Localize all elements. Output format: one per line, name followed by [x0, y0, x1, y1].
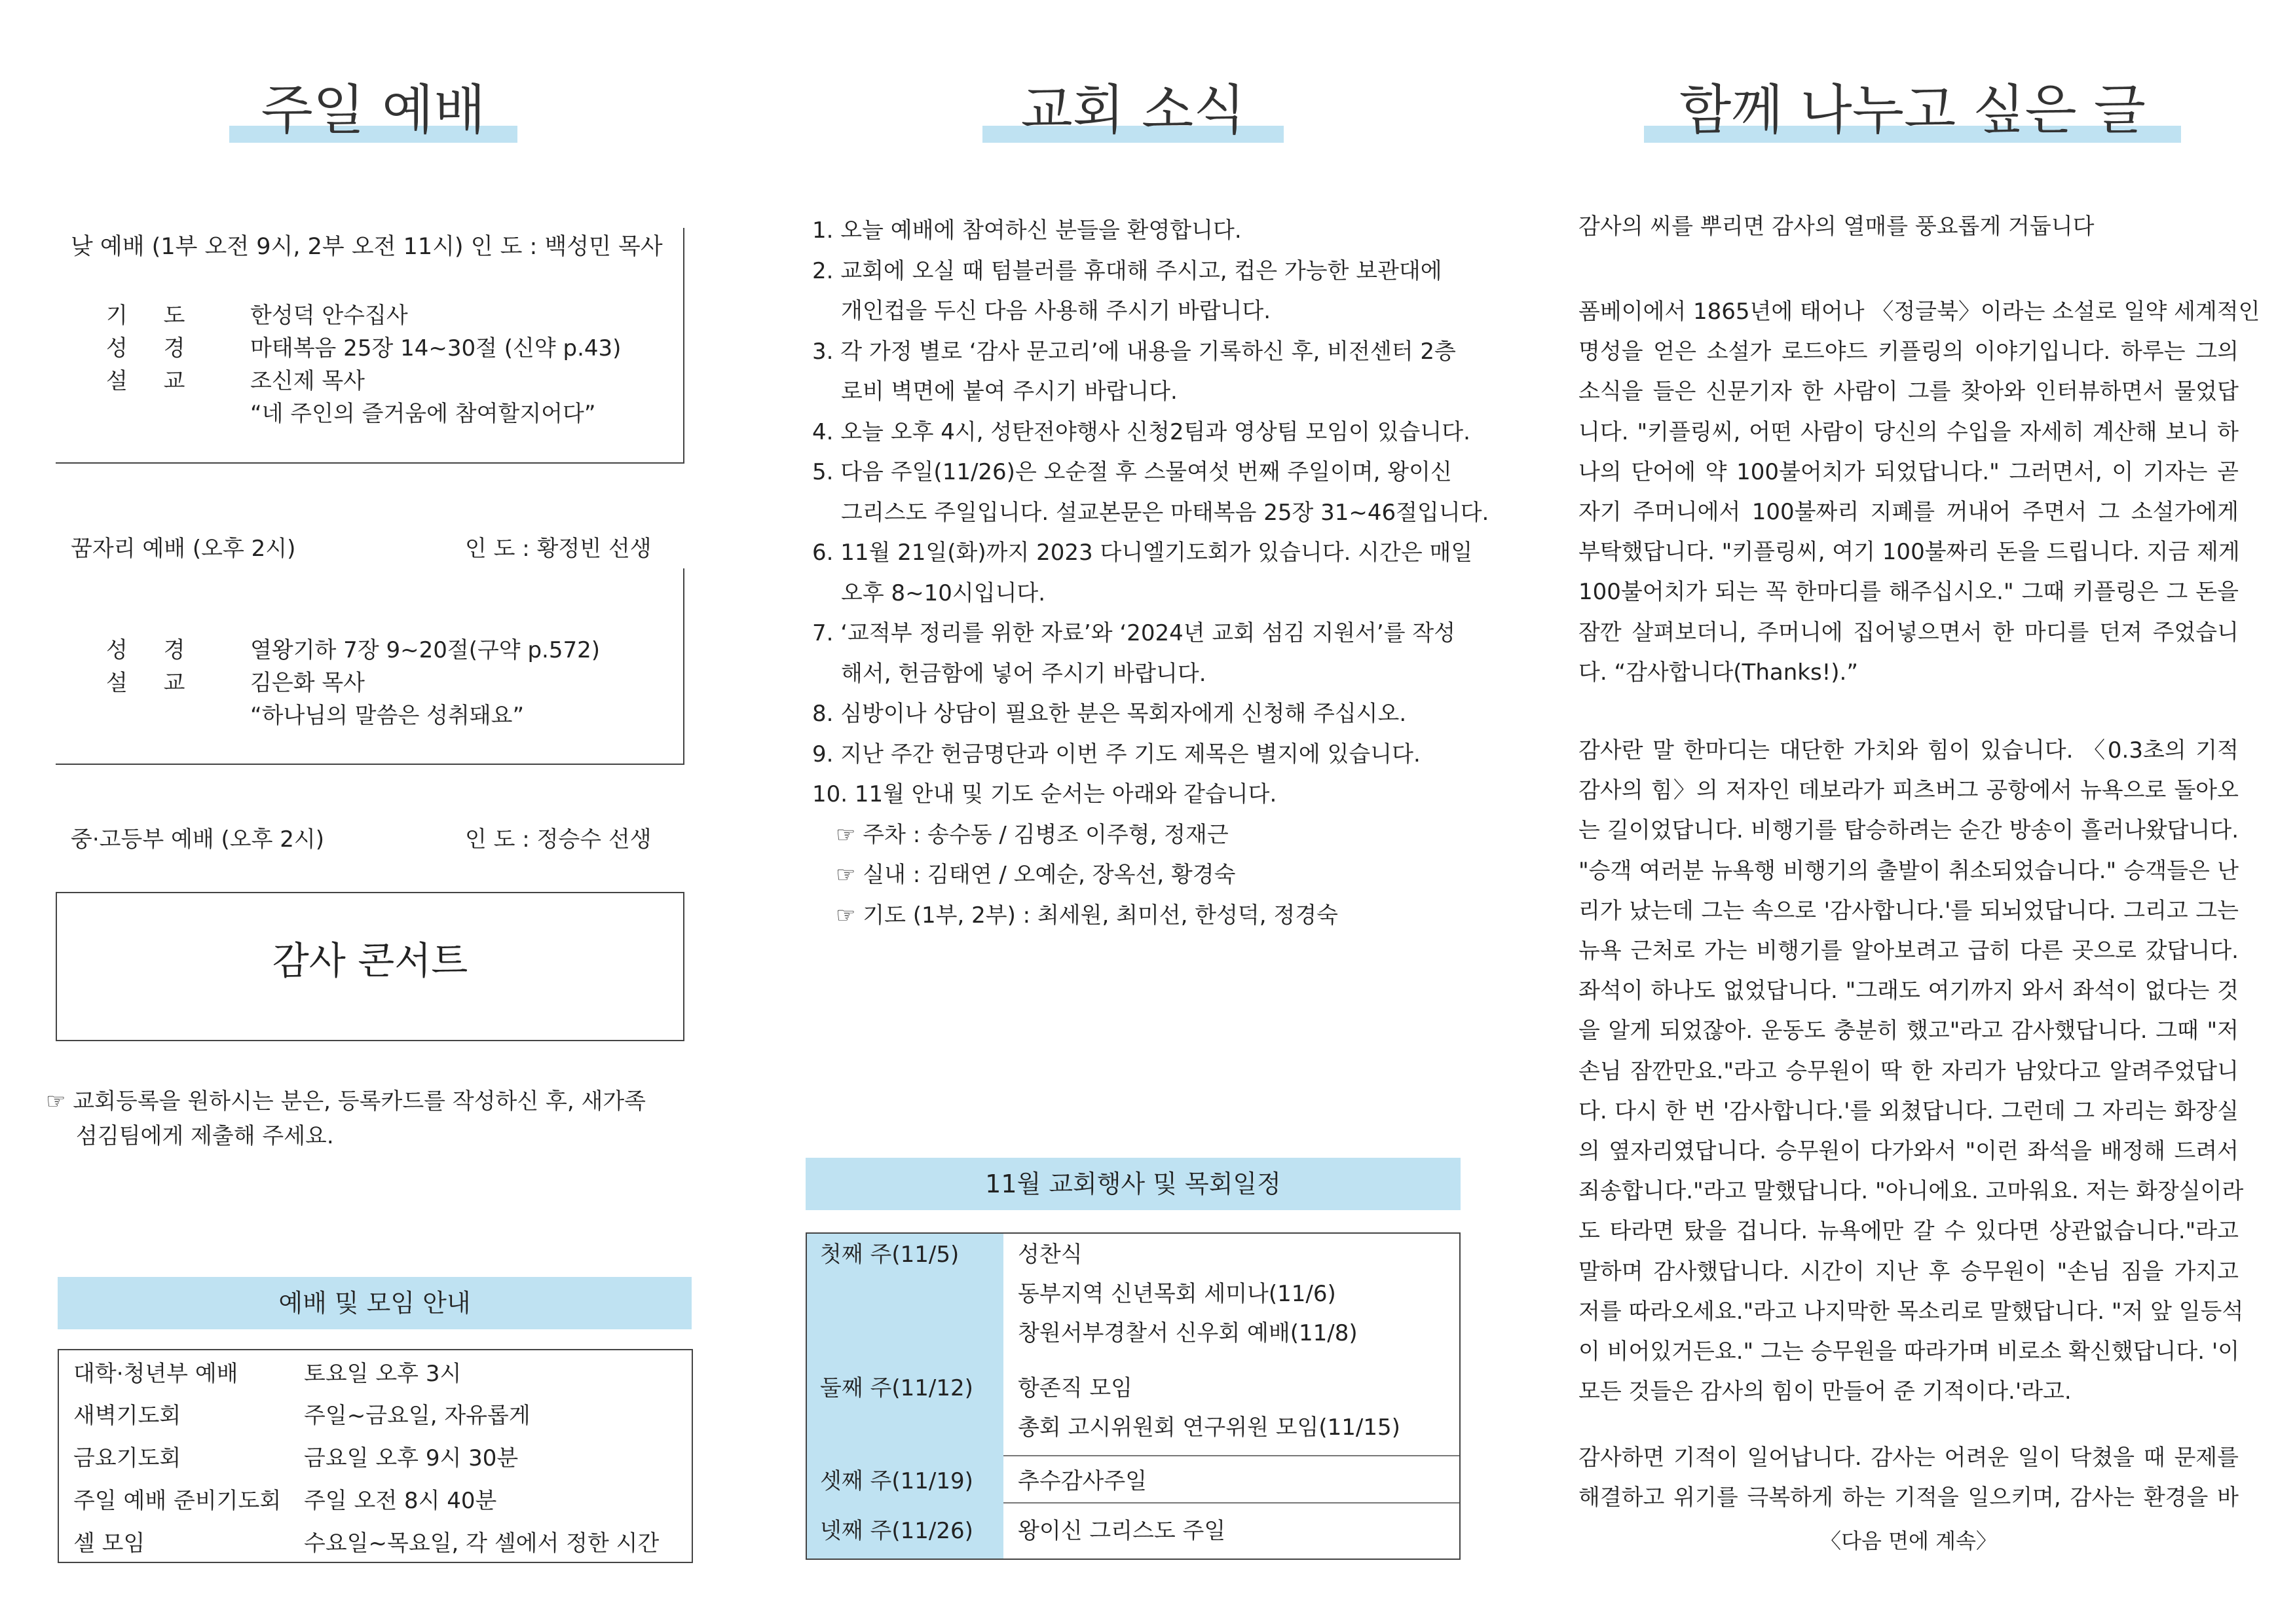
dream-service-header: 꿈자리 예배 (오후 2시)	[71, 536, 296, 562]
meetings-table	[58, 1349, 693, 1563]
table-row: 새벽기도회 주일~금요일, 자유롭게	[73, 1403, 531, 1429]
registration-note: ☞ 교회등록을 원하시는 분은, 등록카드를 작성하신 후, 새가족	[46, 1088, 646, 1115]
divider	[1003, 1455, 1459, 1456]
section-title-worship: 주일 예배	[229, 84, 517, 138]
list-item: 1. 오늘 예배에 참여하신 분들을 환영합니다.	[812, 217, 1242, 244]
dream-sermon-title: “하나님의 말씀은 성취돼요”	[250, 703, 525, 729]
youth-service-header: 중·고등부 예배 (오후 2시)	[71, 826, 324, 853]
list-item: 7. ‘교적부 정리를 위한 자료’와 ‘2024년 교회 섬김 지원서’를 작성	[812, 620, 1456, 646]
right-column	[1572, 0, 2260, 1624]
schedule-title: 11월 교회행사 및 목회일정	[806, 1158, 1461, 1210]
list-item: 개인컵을 두신 다음 사용해 주시기 바랍니다.	[841, 298, 1271, 324]
dream-service-row: 성 경 열왕기하 7장 9~20절(구약 p.572)	[106, 637, 601, 663]
list-item: 그리스도 주일입니다. 설교본문은 마태복음 25장 31~46절입니다.	[841, 499, 1489, 526]
dream-service-row: 설 교 김은화 목사	[106, 670, 365, 696]
registration-note: 섬김팀에게 제출해 주세요.	[76, 1123, 334, 1149]
list-item: 4. 오늘 오후 4시, 성탄전야행사 신청2팀과 영상팀 모임이 있습니다.	[812, 418, 1470, 445]
day-service-row: 성 경 마태복음 25장 14~30절 (신약 p.43)	[106, 335, 622, 361]
duty-item: ☞ 주차 : 송수동 / 김병조 이주형, 정재근	[836, 821, 1229, 848]
divider	[1003, 1502, 1459, 1504]
essay-paragraph: 감사란 말 한마디는 대단한 가치와 힘이 있습니다. 〈0.3초의 기적 감사의 힘〉의 저자인 데보라가 피츠버그 공항에서 뉴욕으로 돌아오 는 길이었답니다. 비행기를 탑승하려는 순간 방송이 흘러나왔답니다. "승객 여러분 뉴욕행 비행기의 출발이 취소되었습니다." 승객들은 난 리가 났는데 그는 속으로 '감사합니다.'를 되뇌었답니다. 그리고 그는 뉴욕 근처로 가는 비행기를 알아보려고 급히 다른 곳으로 갔답니다. 좌석이 하나도 없었답니다. "그래도 여기까지 와서 좌석이 없다는 것 을 알게 되었잖아. 운동도 충분히 했고"라고 감사했답니다. 그때 "저 손님 잠깐만요."라고 승무원이 딱 한 자리가 남았다고 알려주었답니 다. 다시 한 번 '감사합니다.'를 외쳤답니다. 그런데 그 자리는 화장실 의 옆자리였답니다. 승무원이 다가와서 "이런 좌석을 배정해 드려서 죄송합니다."라고 말했답니다. "아니에요. 고마워요. 저는 화장실이라 도 타라면 탔을 겁니다. 뉴욕에만 갈 수 있다면 상관없습니다."라고 말하며 감사했답니다. 시간이 지난 후 승무원이 "손님 짐을 가지고 저를 따라오세요."라고 나지막한 목소리로 말했답니다. "저 앞 일등석 이 비어있거든요." 그는 승무원을 따라가며 비로소 확신했답니다. '이 모든 것들은 감사의 힘이 만들어 준 기적이다.'라고.	[1578, 737, 2244, 1405]
table-row: 대학·청년부 예배 토요일 오후 3시	[73, 1360, 462, 1387]
list-item: 오후 8~10시입니다.	[841, 580, 1046, 606]
list-item: 3. 각 가정 별로 ‘감사 문고리’에 내용을 기록하신 후, 비전센터 2층	[812, 338, 1456, 365]
list-item: 10. 11월 안내 및 기도 순서는 아래와 같습니다.	[812, 781, 1277, 807]
day-service-header: 낮 예배 (1부 오전 9시, 2부 오전 11시) 인 도 : 백성민 목사	[71, 234, 663, 260]
list-item: 해서, 헌금함에 넣어 주시기 바랍니다.	[841, 660, 1206, 687]
youth-service-leader: 인 도 : 정승수 선생	[465, 826, 652, 853]
table-row: 셋째 주(11/19) 추수감사주일	[820, 1468, 1148, 1494]
table-row: 첫째 주(11/5) 성찬식 동부지역 신년목회 세미나(11/6) 창원서부경찰서 신우회 예배(11/8)	[820, 1242, 1358, 1346]
duty-item: ☞ 기도 (1부, 2부) : 최세원, 최미선, 한성덕, 정경숙	[836, 902, 1338, 929]
list-item: 9. 지난 주간 헌금명단과 이번 주 기도 제목은 별지에 있습니다.	[812, 741, 1421, 767]
left-column	[46, 0, 701, 1624]
concert-title: 감사 콘서트	[272, 938, 468, 983]
continued-note: 〈다음 면에 계속〉	[1820, 1528, 1997, 1553]
essay-subtitle: 감사의 씨를 뿌리면 감사의 열매를 풍요롭게 거둡니다	[1578, 213, 2095, 240]
day-sermon-title: “네 주인의 즐거움에 참여할지어다”	[250, 401, 596, 427]
schedule-table	[806, 1232, 1461, 1560]
list-item: 2. 교회에 오실 때 텀블러를 휴대해 주시고, 컵은 가능한 보관대에	[812, 257, 1442, 284]
section-title-sharing: 함께 나누고 싶은 글	[1644, 84, 2181, 138]
day-service-row: 설 교 조신제 목사	[106, 368, 365, 394]
table-row: 넷째 주(11/26) 왕이신 그리스도 주일	[820, 1518, 1226, 1544]
meetings-title: 예배 및 모임 안내	[58, 1277, 692, 1329]
list-item: 8. 심방이나 상담이 필요한 분은 목회자에게 신청해 주십시오.	[812, 701, 1407, 727]
table-row: 금요기도회 금요일 오후 9시 30분	[73, 1445, 519, 1471]
news-list	[812, 211, 1487, 936]
day-service-row: 기 도 한성덕 안수집사	[106, 303, 408, 329]
list-item: 로비 벽면에 붙여 주시기 바랍니다.	[841, 378, 1178, 405]
list-item: 5. 다음 주일(11/26)은 오순절 후 스물여섯 번째 주일이며, 왕이신	[812, 459, 1452, 485]
table-row: 주일 예배 준비기도회 주일 오전 8시 40분	[73, 1488, 497, 1514]
dream-service-leader: 인 도 : 황정빈 선생	[465, 536, 652, 562]
section-title-news: 교회 소식	[982, 84, 1284, 138]
list-item: 6. 11월 21일(화)까지 2023 다니엘기도회가 있습니다. 시간은 매일	[812, 540, 1473, 566]
table-row: 셀 모임 수요일~목요일, 각 셀에서 정한 시간	[73, 1530, 660, 1557]
middle-column	[806, 0, 1487, 1624]
table-row: 둘째 주(11/12) 항존직 모임 총회 고시위원회 연구위원 모임(11/15)	[820, 1375, 1400, 1441]
essay-paragraph: 폼베이에서 1865년에 태어나 〈정글북〉이라는 소설로 일약 세계적인 명성을 얻은 소설가 로드야드 키플링의 이야기입니다. 하루는 그의 소식을 들은 신문기자 한 사람이 그를 찾아와 인터뷰하면서 물었답 니다. "키플링씨, 어떤 사람이 당신의 수입을 자세히 계산해 보니 하 나의 단어에 약 100불어치가 되었답니다." 그러면서, 이 기자는 곧 자기 주머니에서 100불짜리 지폐를 꺼내어 주면서 그 소설가에게 부탁했답니다. "키플링씨, 여기 100불짜리 돈을 드립니다. 지금 제게 100불어치가 되는 꼭 한마디를 해주십시오." 그때 키플링은 그 돈을 잠깐 살펴보더니, 주머니에 집어넣으면서 한 마디를 던져 주었습니 다. “감사합니다(Thanks!).”	[1578, 299, 2260, 686]
dream-service-box	[56, 568, 684, 765]
essay-paragraph: 감사하면 기적이 일어납니다. 감사는 어려운 일이 닥쳤을 때 문제를 해결하고 위기를 극복하게 하는 기적을 일으키며, 감사는 환경을 바	[1578, 1445, 2239, 1511]
duty-item: ☞ 실내 : 김태연 / 오예순, 장옥선, 황경숙	[836, 862, 1236, 888]
